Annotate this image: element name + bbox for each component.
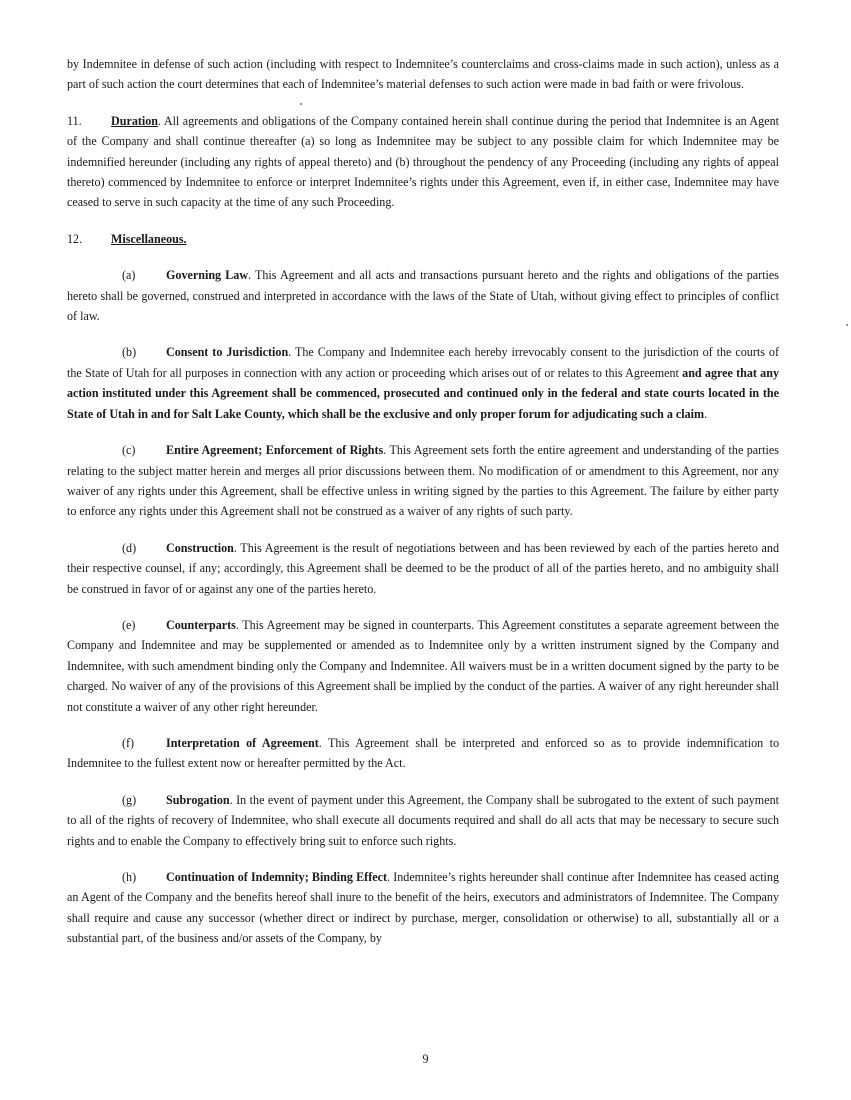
clause-b-consent-to-jurisdiction [67,342,779,424]
clause-label: (g) [122,792,137,807]
scan-speck [300,103,302,105]
clause-text: . This Agreement is the result of negotiations between and has been reviewed by each of the parties hereto and their respective counsel, if any; accordingly, this Agreement shall be deemed to be the product of all of the parties hereto, and no ambiguity shall be construed in favor of or against any one of the parties hereto. [67,540,779,596]
section-11-duration [67,111,779,213]
clause-label: (f) [122,735,135,750]
intro-paragraph: by Indemnitee in defense of such action (including with respect to Indemnitee’s counterclaims and cross-claims made in such action), unless as a part of such action the court determines that each of Indemnitee’s material defenses to such action were made in bad faith or were frivolous. [67,57,779,92]
clause-text: . This Agreement shall be interpreted and enforced so as to provide indemnification to Indemnitee to the fullest extent now or hereafter permitted by the Act. [67,735,779,771]
scan-speck [846,324,848,326]
clause-label: (h) [122,870,137,884]
clause-text: . In the event of payment under this Agreement, the Company shall be subrogated to the extent of such payment to all of the rights of recovery of Indemnitee, who shall execute all documents required and shall do all acts that may be necessary to secure such rights and to enable the Company to effectively bring suit to enforce such rights. [67,792,779,848]
section-text: . All agreements and obligations of the Company contained herein shall continue during the period that Indemnitee is an Agent of the Company and shall continue thereafter (a) so long as Indemnitee may be subject to any possible claim for which Indemnitee may be indemnified hereunder (including any rights of appeal thereto) and (b) throughout the pendency of any Proceeding (including any rights of appeal thereto) commenced by Indemnitee to enforce or interpret Indemnitee’s rights under this Agreement, even if, in either case, Indemnitee may have ceased to serve in such capacity at the time of any such Proceeding. [67,113,779,210]
clause-d-construction [67,538,779,599]
clause-title: Entire Agreement; Enforcement of Rights [166,443,384,458]
clause-title: Construction [166,540,234,555]
clause-end: . [704,406,708,421]
clause-label: (c) [122,443,136,458]
clause-text: . This Agreement and all acts and transactions pursuant hereto and the rights and obligations of the parties hereto shall be governed, construed and interpreted in accordance with the laws of the State of Utah, without giving effect to principles of conflict of law. [67,268,779,324]
clause-label: (e) [122,617,136,632]
section-heading: Miscellaneous. [111,231,187,246]
clause-text: . This Agreement may be signed in counterparts. This Agreement constitutes a separate agreement between the Company and Indemnitee and may be supplemented or amended as to Indemnitee only by a written instrument signed by the Company and Indemnitee, with such amendment binding only the Company and Indemnitee. All waivers must be in a written document signed by the party to be charged. No waiver of any of the provisions of this Agreement shall be implied by the conduct of the parties. A waiver of any right hereunder shall not constitute a waiver of any other right hereunder. [67,617,779,714]
clause-label: (a) [122,268,136,283]
clause-g-subrogation [67,790,779,851]
document-body [67,54,779,949]
clause-c-entire-agreement [67,440,779,522]
section-number: 11. [67,113,82,128]
clause-bold-text: and agree that any action instituted under this Agreement shall be commenced, prosecuted and continued only in the federal and state courts located in the State of Utah in and for Salt Lake County, which shall be the exclusive and only proper forum for adjudicating such a claim [67,365,779,421]
clause-e-counterparts [67,615,779,717]
clause-title: Interpretation of Agreement [166,735,319,750]
clause-title: Continuation of Indemnity; Binding Effect [166,870,387,884]
clause-title: Consent to Jurisdiction [166,345,289,360]
clause-label: (d) [122,540,137,555]
clause-title: Subrogation [166,792,230,807]
clause-text: . This Agreement sets forth the entire agreement and understanding of the parties relating to the subject matter herein and merges all prior discussions between them. No modification of or amendment to this Agreement, nor any waiver of any rights under this Agreement, shall be effective unless in writing signed by the parties to this Agreement. The failure by either party to enforce any rights under this Agreement shall not be construed as a waiver of any rights of such party. [67,443,779,519]
clause-title: Counterparts [166,617,236,632]
section-heading: Duration [111,113,159,128]
section-12-miscellaneous [67,229,779,249]
clause-h-continuation [67,867,779,949]
section-number: 12. [67,231,83,246]
clause-f-interpretation [67,733,779,774]
clause-title: Governing Law [166,268,249,283]
clause-text: . Indemnitee’s rights hereunder shall continue after Indemnitee has ceased acting an Agent of the Company and the benefits hereof shall inure to the benefit of the heirs, executors and administrators of Indemnitee. The Company shall require and cause any successor (whether direct or indirect by purchase, merger, consolidation or otherwise) to all, substantially all or a substantial part, of the business and/or assets of the Company, by [67,870,780,946]
clause-text: . The Company and Indemnitee each hereby irrevocably consent to the jurisdiction of the courts of the State of Utah for all purposes in connection with any action or proceeding which arises out of or relates to this Agreement [67,345,779,380]
clause-a-governing-law [67,265,779,326]
page-number: 9 [422,1052,429,1066]
clause-label: (b) [122,345,137,360]
